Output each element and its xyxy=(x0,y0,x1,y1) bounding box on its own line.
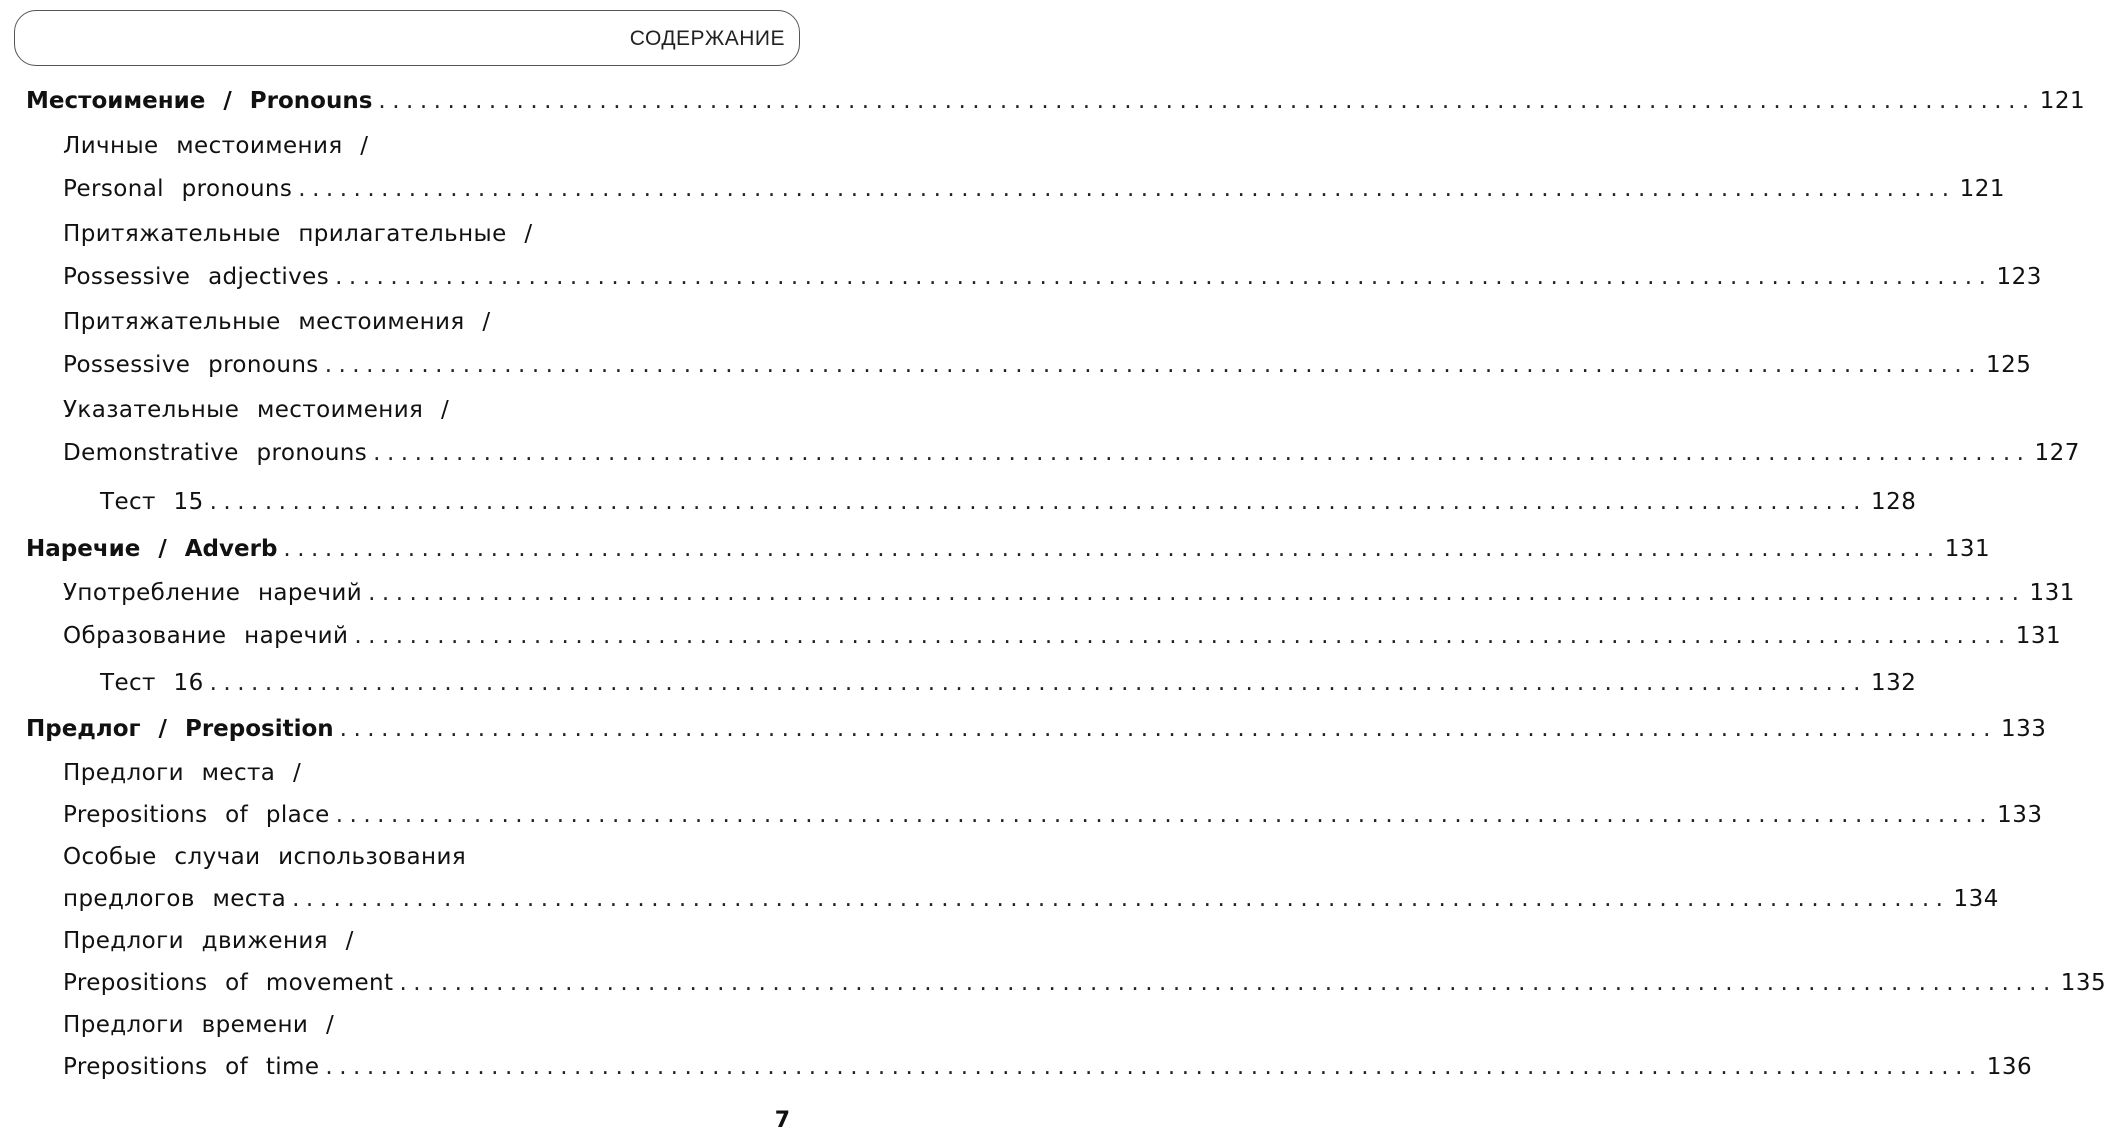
toc-entry[interactable] xyxy=(0,623,2062,657)
dot-leader: ........................................................................................................................ xyxy=(324,352,1983,378)
toc-entry[interactable] xyxy=(0,886,1999,920)
toc-entry[interactable] xyxy=(0,670,1917,704)
toc-entry-title: Possessive pronouns xyxy=(63,352,319,378)
dot-leader: ........................................................................................................................ xyxy=(378,88,2036,114)
toc-entry-page: 131 xyxy=(2015,623,2062,649)
toc-entry-page: 121 xyxy=(1959,176,2006,202)
toc-entry-title: Употребление наречий xyxy=(63,580,363,606)
toc-entry[interactable] xyxy=(0,309,812,343)
toc-entry-page: 128 xyxy=(1870,489,1917,515)
dot-leader: ........................................................................................................................ xyxy=(209,670,1867,696)
toc-entry-title: Prepositions of place xyxy=(63,802,330,828)
dot-leader: ........................................................................................................................ xyxy=(292,886,1950,912)
toc-entry-title: Предлоги места / xyxy=(63,760,302,786)
dot-leader: ........................................................................................................................ xyxy=(339,716,1997,742)
toc-entry-title: Местоимение / Pronouns xyxy=(26,88,373,114)
toc-entry[interactable] xyxy=(0,844,812,878)
toc-entry[interactable] xyxy=(0,352,2032,386)
toc-entry[interactable] xyxy=(0,440,2080,474)
toc-entry-page: 134 xyxy=(1953,886,1999,912)
toc-entry-page: 123 xyxy=(1996,264,2042,290)
toc-entry-title: Предлоги движения / xyxy=(63,928,354,954)
section-title: СОДЕРЖАНИЕ xyxy=(629,27,785,50)
toc-entry-page: 131 xyxy=(1944,536,1991,562)
toc-entry-title: Possessive adjectives xyxy=(63,264,330,290)
toc-entry[interactable] xyxy=(0,802,2043,836)
section-header-frame xyxy=(14,10,800,66)
dot-leader: ........................................................................................................................ xyxy=(399,970,2057,996)
toc-entry-title: Тест 16 xyxy=(100,670,204,696)
toc-entry[interactable] xyxy=(0,716,2047,750)
toc-entry-title: Притяжательные местоимения / xyxy=(63,309,491,335)
toc-entry-title: Притяжательные прилагательные / xyxy=(63,221,533,247)
toc-entry[interactable] xyxy=(0,928,812,962)
toc-entry[interactable] xyxy=(0,133,812,167)
dot-leader: ........................................................................................................................ xyxy=(298,176,1956,202)
toc-entry-page: 127 xyxy=(2034,440,2080,466)
toc-entry[interactable] xyxy=(0,264,2042,298)
toc-entry-title: Prepositions of time xyxy=(63,1054,320,1080)
toc-entry-page: 132 xyxy=(1870,670,1917,696)
toc-entry-title: Demonstrative pronouns xyxy=(63,440,368,466)
dot-leader: ........................................................................................................................ xyxy=(373,440,2031,466)
toc-entry-title: Образование наречий xyxy=(63,623,349,649)
toc-entry-page: 125 xyxy=(1986,352,2032,378)
dot-leader: ........................................................................................................................ xyxy=(325,1054,1983,1080)
toc-entry-page: 121 xyxy=(2039,88,2086,114)
toc-entry-page: 135 xyxy=(2060,970,2106,996)
toc-entry-title: Personal pronouns xyxy=(63,176,293,202)
dot-leader: ........................................................................................................................ xyxy=(335,802,1994,828)
toc-entry-page: 133 xyxy=(1997,802,2043,828)
page-number: 7 xyxy=(774,1108,790,1133)
toc-entry-title: Предлоги времени / xyxy=(63,1012,335,1038)
toc-entry-page: 133 xyxy=(2001,716,2047,742)
toc-entry[interactable] xyxy=(0,397,812,431)
toc-entry-page: 131 xyxy=(2029,580,2075,606)
toc-entry[interactable] xyxy=(0,1012,812,1046)
toc-entry[interactable] xyxy=(0,760,812,794)
toc-entry[interactable] xyxy=(0,489,1917,523)
dot-leader: ........................................................................................................................ xyxy=(209,489,1867,515)
toc-entry-title: Предлог / Preposition xyxy=(26,716,334,742)
dot-leader: ........................................................................................................................ xyxy=(335,264,1993,290)
dot-leader: ........................................................................................................................ xyxy=(354,623,2012,649)
dot-leader: ........................................................................................................................ xyxy=(368,580,2026,606)
toc-entry[interactable] xyxy=(0,1054,2033,1088)
toc-entry[interactable] xyxy=(0,536,1991,570)
toc-entry[interactable] xyxy=(0,970,2106,1004)
toc-entry-title: Тест 15 xyxy=(100,489,204,515)
toc-entry-title: Указательные местоимения / xyxy=(63,397,450,423)
toc-entry-title: Наречие / Adverb xyxy=(26,536,278,562)
toc-entry-title: Особые случаи использования xyxy=(63,844,467,870)
toc-entry[interactable] xyxy=(0,176,2006,210)
toc-entry-title: Личные местоимения / xyxy=(63,133,369,159)
toc-entry[interactable] xyxy=(0,221,812,255)
toc-entry-page: 136 xyxy=(1986,1054,2033,1080)
toc-entry[interactable] xyxy=(0,580,2075,614)
toc-entry-title: предлогов места xyxy=(63,886,287,912)
dot-leader: ........................................................................................................................ xyxy=(283,536,1941,562)
toc-entry[interactable] xyxy=(0,88,2086,122)
toc-entry-title: Prepositions of movement xyxy=(63,970,394,996)
